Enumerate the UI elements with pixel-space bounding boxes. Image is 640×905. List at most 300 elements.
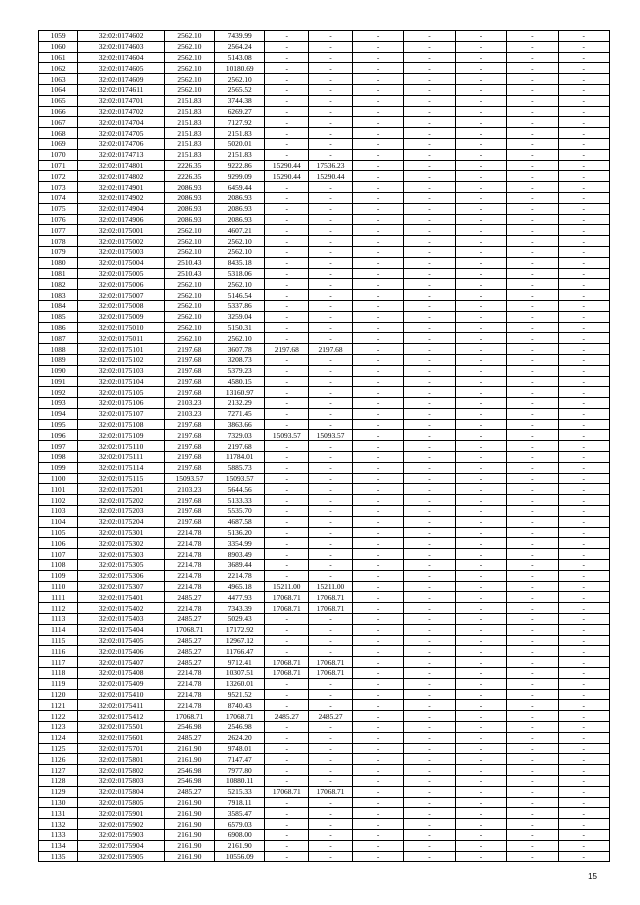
- cell-value-1: 2562.10: [164, 300, 214, 311]
- table-row: [39, 808, 610, 819]
- cell-cadastral-number: 32:02:0174705: [78, 128, 164, 139]
- cell-row-number: 1089: [39, 354, 78, 365]
- cell-value-3: -: [265, 646, 309, 657]
- table-row: [39, 754, 610, 765]
- cell-cadastral-number: 32:02:0175010: [78, 322, 164, 333]
- cell-value-3: -: [265, 635, 309, 646]
- cell-value-4: 15211.00: [309, 581, 353, 592]
- table-row: [39, 506, 610, 517]
- cell-value-2: 2086.93: [215, 214, 265, 225]
- cell-value-3: -: [265, 516, 309, 527]
- cell-row-number: 1087: [39, 333, 78, 344]
- cell-value-4: -: [309, 376, 353, 387]
- cell-value-4: -: [309, 419, 353, 430]
- cell-row-number: 1083: [39, 290, 78, 301]
- cell-value-6: -: [404, 268, 455, 279]
- table-row: [39, 236, 610, 247]
- cell-value-3: -: [265, 700, 309, 711]
- cell-value-3: -: [265, 246, 309, 257]
- cell-value-5: -: [352, 95, 403, 106]
- cell-value-8: -: [507, 171, 558, 182]
- cell-value-4: -: [309, 408, 353, 419]
- cell-value-2: 5136.20: [215, 527, 265, 538]
- cell-value-6: -: [404, 516, 455, 527]
- cell-value-3: -: [265, 354, 309, 365]
- cell-cadastral-number: 32:02:0175011: [78, 333, 164, 344]
- cell-value-4: -: [309, 74, 353, 85]
- cell-value-4: -: [309, 743, 353, 754]
- cell-value-3: -: [265, 74, 309, 85]
- cell-value-3: -: [265, 624, 309, 635]
- table-row: [39, 592, 610, 603]
- cell-value-8: -: [507, 732, 558, 743]
- cell-value-3: -: [265, 419, 309, 430]
- cell-value-1: 2214.78: [164, 603, 214, 614]
- cell-value-3: -: [265, 300, 309, 311]
- cell-value-9: -: [558, 516, 609, 527]
- cell-value-9: -: [558, 635, 609, 646]
- cell-value-2: 3208.73: [215, 354, 265, 365]
- cell-value-9: -: [558, 106, 609, 117]
- cell-value-6: -: [404, 117, 455, 128]
- cell-row-number: 1061: [39, 52, 78, 63]
- cell-value-9: -: [558, 786, 609, 797]
- cell-value-1: 2562.10: [164, 74, 214, 85]
- cell-cadastral-number: 32:02:0175102: [78, 354, 164, 365]
- cell-value-8: -: [507, 495, 558, 506]
- table-row: [39, 678, 610, 689]
- cell-value-4: -: [309, 63, 353, 74]
- cell-value-2: 10180.69: [215, 63, 265, 74]
- cell-value-7: -: [455, 484, 506, 495]
- cell-value-9: -: [558, 387, 609, 398]
- cell-value-8: -: [507, 851, 558, 862]
- cell-value-2: 7977.80: [215, 765, 265, 776]
- cell-cadastral-number: 32:02:0174602: [78, 31, 164, 42]
- cell-value-4: 17068.71: [309, 603, 353, 614]
- cell-value-4: -: [309, 333, 353, 344]
- cell-value-3: -: [265, 376, 309, 387]
- cell-value-6: -: [404, 732, 455, 743]
- cell-cadastral-number: 32:02:0175103: [78, 365, 164, 376]
- table-row: [39, 344, 610, 355]
- cell-value-1: 2226.35: [164, 160, 214, 171]
- table-row: [39, 128, 610, 139]
- cell-cadastral-number: 32:02:0175701: [78, 743, 164, 754]
- cell-value-4: -: [309, 506, 353, 517]
- cell-value-5: -: [352, 808, 403, 819]
- cell-cadastral-number: 32:02:0174802: [78, 171, 164, 182]
- table-row: [39, 290, 610, 301]
- cell-value-1: 2086.93: [164, 214, 214, 225]
- cell-value-4: -: [309, 689, 353, 700]
- cell-value-3: -: [265, 268, 309, 279]
- cell-value-3: -: [265, 765, 309, 776]
- cell-value-8: -: [507, 31, 558, 42]
- cell-cadastral-number: 32:02:0175305: [78, 560, 164, 571]
- cell-value-2: 5215.33: [215, 786, 265, 797]
- cell-value-6: -: [404, 203, 455, 214]
- cell-value-3: -: [265, 851, 309, 862]
- cell-value-5: -: [352, 678, 403, 689]
- cell-value-5: -: [352, 560, 403, 571]
- cell-row-number: 1104: [39, 516, 78, 527]
- cell-value-4: 2485.27: [309, 711, 353, 722]
- cell-value-2: 5318.06: [215, 268, 265, 279]
- cell-value-6: -: [404, 786, 455, 797]
- cell-row-number: 1123: [39, 722, 78, 733]
- cell-value-2: 10880.11: [215, 775, 265, 786]
- cell-cadastral-number: 32:02:0175001: [78, 225, 164, 236]
- cell-value-5: -: [352, 430, 403, 441]
- cell-value-4: -: [309, 732, 353, 743]
- cell-value-5: -: [352, 398, 403, 409]
- cell-row-number: 1125: [39, 743, 78, 754]
- cell-value-9: -: [558, 333, 609, 344]
- cell-value-1: 2214.78: [164, 538, 214, 549]
- cell-value-4: -: [309, 192, 353, 203]
- cell-value-6: -: [404, 635, 455, 646]
- cell-row-number: 1109: [39, 570, 78, 581]
- table-row: [39, 484, 610, 495]
- cell-value-6: -: [404, 74, 455, 85]
- table-row: [39, 171, 610, 182]
- cell-value-1: 2197.68: [164, 462, 214, 473]
- cell-value-6: -: [404, 549, 455, 560]
- cell-cadastral-number: 32:02:0174611: [78, 84, 164, 95]
- cell-value-5: -: [352, 128, 403, 139]
- cell-value-9: -: [558, 819, 609, 830]
- cell-row-number: 1119: [39, 678, 78, 689]
- cell-value-6: -: [404, 808, 455, 819]
- cell-value-9: -: [558, 549, 609, 560]
- cell-row-number: 1063: [39, 74, 78, 85]
- cell-value-7: -: [455, 829, 506, 840]
- table-row: [39, 203, 610, 214]
- cell-cadastral-number: 32:02:0174901: [78, 182, 164, 193]
- cell-value-1: 2086.93: [164, 203, 214, 214]
- cell-value-8: -: [507, 182, 558, 193]
- cell-row-number: 1105: [39, 527, 78, 538]
- cell-value-9: -: [558, 851, 609, 862]
- cell-value-1: 2510.43: [164, 268, 214, 279]
- cell-cadastral-number: 32:02:0175006: [78, 279, 164, 290]
- cell-value-9: -: [558, 95, 609, 106]
- cell-value-9: -: [558, 624, 609, 635]
- table-row: [39, 354, 610, 365]
- cell-value-8: -: [507, 279, 558, 290]
- cell-value-3: -: [265, 225, 309, 236]
- cell-value-3: 15093.57: [265, 430, 309, 441]
- cell-row-number: 1118: [39, 668, 78, 679]
- cell-value-9: -: [558, 322, 609, 333]
- table-row: [39, 646, 610, 657]
- cell-value-3: -: [265, 106, 309, 117]
- cell-value-1: 2562.10: [164, 236, 214, 247]
- cell-value-2: 10556.09: [215, 851, 265, 862]
- cell-value-6: -: [404, 527, 455, 538]
- cell-value-4: -: [309, 290, 353, 301]
- cell-value-7: -: [455, 214, 506, 225]
- cell-value-5: -: [352, 786, 403, 797]
- cell-value-7: -: [455, 581, 506, 592]
- cell-value-1: 2562.10: [164, 63, 214, 74]
- cell-value-2: 8740.43: [215, 700, 265, 711]
- cell-row-number: 1134: [39, 840, 78, 851]
- cell-value-7: -: [455, 257, 506, 268]
- cell-value-6: -: [404, 797, 455, 808]
- cell-value-2: 9521.52: [215, 689, 265, 700]
- cell-value-9: -: [558, 484, 609, 495]
- cell-cadastral-number: 32:02:0175801: [78, 754, 164, 765]
- cell-cadastral-number: 32:02:0175301: [78, 527, 164, 538]
- cell-value-6: -: [404, 246, 455, 257]
- cell-value-9: -: [558, 538, 609, 549]
- cell-value-4: -: [309, 31, 353, 42]
- cell-value-3: 2485.27: [265, 711, 309, 722]
- cell-cadastral-number: 32:02:0175009: [78, 311, 164, 322]
- cell-value-5: -: [352, 149, 403, 160]
- table-row: [39, 473, 610, 484]
- cell-value-4: -: [309, 570, 353, 581]
- cell-value-3: -: [265, 819, 309, 830]
- cell-value-9: -: [558, 311, 609, 322]
- cell-cadastral-number: 32:02:0174801: [78, 160, 164, 171]
- cell-row-number: 1097: [39, 441, 78, 452]
- cell-value-6: -: [404, 819, 455, 830]
- cell-value-3: -: [265, 365, 309, 376]
- table-row: [39, 376, 610, 387]
- cell-value-2: 2151.83: [215, 149, 265, 160]
- cell-value-5: -: [352, 214, 403, 225]
- cell-row-number: 1091: [39, 376, 78, 387]
- cell-value-7: -: [455, 225, 506, 236]
- cell-value-1: 2197.68: [164, 344, 214, 355]
- table-row: [39, 63, 610, 74]
- cell-value-6: -: [404, 484, 455, 495]
- cell-value-7: -: [455, 182, 506, 193]
- cell-value-6: -: [404, 614, 455, 625]
- cell-value-7: -: [455, 495, 506, 506]
- cell-row-number: 1082: [39, 279, 78, 290]
- cell-cadastral-number: 32:02:0175901: [78, 808, 164, 819]
- cell-value-4: -: [309, 819, 353, 830]
- table-row: [39, 419, 610, 430]
- cell-value-5: -: [352, 635, 403, 646]
- cell-value-5: -: [352, 203, 403, 214]
- cell-value-1: 2161.90: [164, 743, 214, 754]
- cell-value-8: -: [507, 635, 558, 646]
- cell-value-9: -: [558, 376, 609, 387]
- cell-value-5: -: [352, 462, 403, 473]
- cell-value-7: -: [455, 279, 506, 290]
- cell-value-5: -: [352, 538, 403, 549]
- cell-value-4: -: [309, 549, 353, 560]
- cell-value-5: -: [352, 225, 403, 236]
- cell-value-2: 6579.03: [215, 819, 265, 830]
- cell-row-number: 1135: [39, 851, 78, 862]
- cell-value-1: 2161.90: [164, 829, 214, 840]
- cell-cadastral-number: 32:02:0175904: [78, 840, 164, 851]
- table-row: [39, 398, 610, 409]
- cell-value-1: 2161.90: [164, 797, 214, 808]
- cell-value-7: -: [455, 95, 506, 106]
- cell-value-2: 12967.12: [215, 635, 265, 646]
- cell-value-1: 2214.78: [164, 560, 214, 571]
- cell-value-8: -: [507, 354, 558, 365]
- cell-value-5: -: [352, 775, 403, 786]
- cell-value-7: -: [455, 516, 506, 527]
- cell-value-1: 2485.27: [164, 614, 214, 625]
- cell-value-7: -: [455, 808, 506, 819]
- cell-value-2: 5146.54: [215, 290, 265, 301]
- cell-value-3: -: [265, 203, 309, 214]
- cell-value-8: -: [507, 74, 558, 85]
- cell-value-4: -: [309, 279, 353, 290]
- cell-value-6: -: [404, 657, 455, 668]
- cell-row-number: 1092: [39, 387, 78, 398]
- cell-value-9: -: [558, 495, 609, 506]
- table-row: [39, 743, 610, 754]
- cell-value-7: -: [455, 689, 506, 700]
- cell-value-7: -: [455, 149, 506, 160]
- cell-value-1: 2161.90: [164, 808, 214, 819]
- cell-value-1: 2214.78: [164, 700, 214, 711]
- cell-row-number: 1069: [39, 138, 78, 149]
- cell-value-5: -: [352, 484, 403, 495]
- cell-value-7: -: [455, 290, 506, 301]
- cell-value-7: -: [455, 700, 506, 711]
- cell-value-6: -: [404, 624, 455, 635]
- cell-row-number: 1101: [39, 484, 78, 495]
- cell-cadastral-number: 32:02:0175501: [78, 722, 164, 733]
- cell-value-9: -: [558, 452, 609, 463]
- cell-value-8: -: [507, 603, 558, 614]
- cell-row-number: 1073: [39, 182, 78, 193]
- cell-value-6: -: [404, 354, 455, 365]
- cell-row-number: 1107: [39, 549, 78, 560]
- table-row: [39, 182, 610, 193]
- cell-row-number: 1111: [39, 592, 78, 603]
- cell-value-4: -: [309, 624, 353, 635]
- cell-value-4: -: [309, 95, 353, 106]
- table-row: [39, 689, 610, 700]
- cell-value-8: -: [507, 95, 558, 106]
- cell-value-3: -: [265, 311, 309, 322]
- cell-value-2: 2151.83: [215, 128, 265, 139]
- cell-value-3: -: [265, 527, 309, 538]
- cell-value-2: 3744.38: [215, 95, 265, 106]
- cell-value-9: -: [558, 808, 609, 819]
- cell-value-7: -: [455, 300, 506, 311]
- cell-value-7: -: [455, 711, 506, 722]
- cell-value-2: 5644.56: [215, 484, 265, 495]
- cell-value-5: -: [352, 840, 403, 851]
- cell-value-9: -: [558, 192, 609, 203]
- cell-value-4: 17536.23: [309, 160, 353, 171]
- cell-value-3: -: [265, 452, 309, 463]
- table-row: [39, 722, 610, 733]
- cell-value-3: -: [265, 117, 309, 128]
- table-row: [39, 408, 610, 419]
- cell-value-3: 17068.71: [265, 657, 309, 668]
- cell-value-1: 2197.68: [164, 495, 214, 506]
- cell-value-7: -: [455, 441, 506, 452]
- cell-value-6: -: [404, 376, 455, 387]
- cell-value-6: -: [404, 462, 455, 473]
- cell-value-9: -: [558, 268, 609, 279]
- cell-value-2: 9748.01: [215, 743, 265, 754]
- cell-value-5: -: [352, 160, 403, 171]
- cell-value-5: -: [352, 322, 403, 333]
- cell-value-9: -: [558, 743, 609, 754]
- cell-value-7: -: [455, 506, 506, 517]
- cell-value-1: 2226.35: [164, 171, 214, 182]
- cell-cadastral-number: 32:02:0174904: [78, 203, 164, 214]
- cell-value-8: -: [507, 84, 558, 95]
- cell-value-2: 6459.44: [215, 182, 265, 193]
- cell-value-1: 2151.83: [164, 95, 214, 106]
- cell-value-3: -: [265, 506, 309, 517]
- cell-value-5: -: [352, 344, 403, 355]
- table-row: [39, 668, 610, 679]
- table-row: [39, 829, 610, 840]
- cell-value-2: 9222.86: [215, 160, 265, 171]
- cell-value-1: 2086.93: [164, 182, 214, 193]
- cell-value-4: 2197.68: [309, 344, 353, 355]
- cell-value-5: -: [352, 570, 403, 581]
- cell-value-9: -: [558, 506, 609, 517]
- cell-cadastral-number: 32:02:0175408: [78, 668, 164, 679]
- cell-value-7: -: [455, 74, 506, 85]
- cell-value-9: -: [558, 657, 609, 668]
- cell-value-1: 2546.98: [164, 722, 214, 733]
- cell-value-7: -: [455, 754, 506, 765]
- cell-value-2: 4607.21: [215, 225, 265, 236]
- cell-value-9: -: [558, 829, 609, 840]
- cell-value-9: -: [558, 592, 609, 603]
- cell-value-1: 2151.83: [164, 106, 214, 117]
- cell-row-number: 1108: [39, 560, 78, 571]
- cell-value-2: 3585.47: [215, 808, 265, 819]
- cell-value-7: -: [455, 376, 506, 387]
- cell-value-3: -: [265, 722, 309, 733]
- cell-value-8: -: [507, 786, 558, 797]
- table-row: [39, 700, 610, 711]
- cell-value-6: -: [404, 365, 455, 376]
- cell-value-7: -: [455, 452, 506, 463]
- cell-value-7: -: [455, 819, 506, 830]
- cell-value-7: -: [455, 840, 506, 851]
- cell-value-2: 2086.93: [215, 203, 265, 214]
- cell-value-6: -: [404, 581, 455, 592]
- cell-value-2: 5133.33: [215, 495, 265, 506]
- cell-value-2: 5885.73: [215, 462, 265, 473]
- cell-value-4: -: [309, 775, 353, 786]
- cell-value-1: 2562.10: [164, 84, 214, 95]
- cell-value-6: -: [404, 344, 455, 355]
- cell-value-5: -: [352, 365, 403, 376]
- cell-cadastral-number: 32:02:0175109: [78, 430, 164, 441]
- cell-value-9: -: [558, 171, 609, 182]
- cell-value-9: -: [558, 31, 609, 42]
- cell-value-3: -: [265, 614, 309, 625]
- table-row: [39, 840, 610, 851]
- cell-value-9: -: [558, 711, 609, 722]
- cell-value-1: 2197.68: [164, 365, 214, 376]
- cell-value-1: 2103.23: [164, 398, 214, 409]
- cell-cadastral-number: 32:02:0174704: [78, 117, 164, 128]
